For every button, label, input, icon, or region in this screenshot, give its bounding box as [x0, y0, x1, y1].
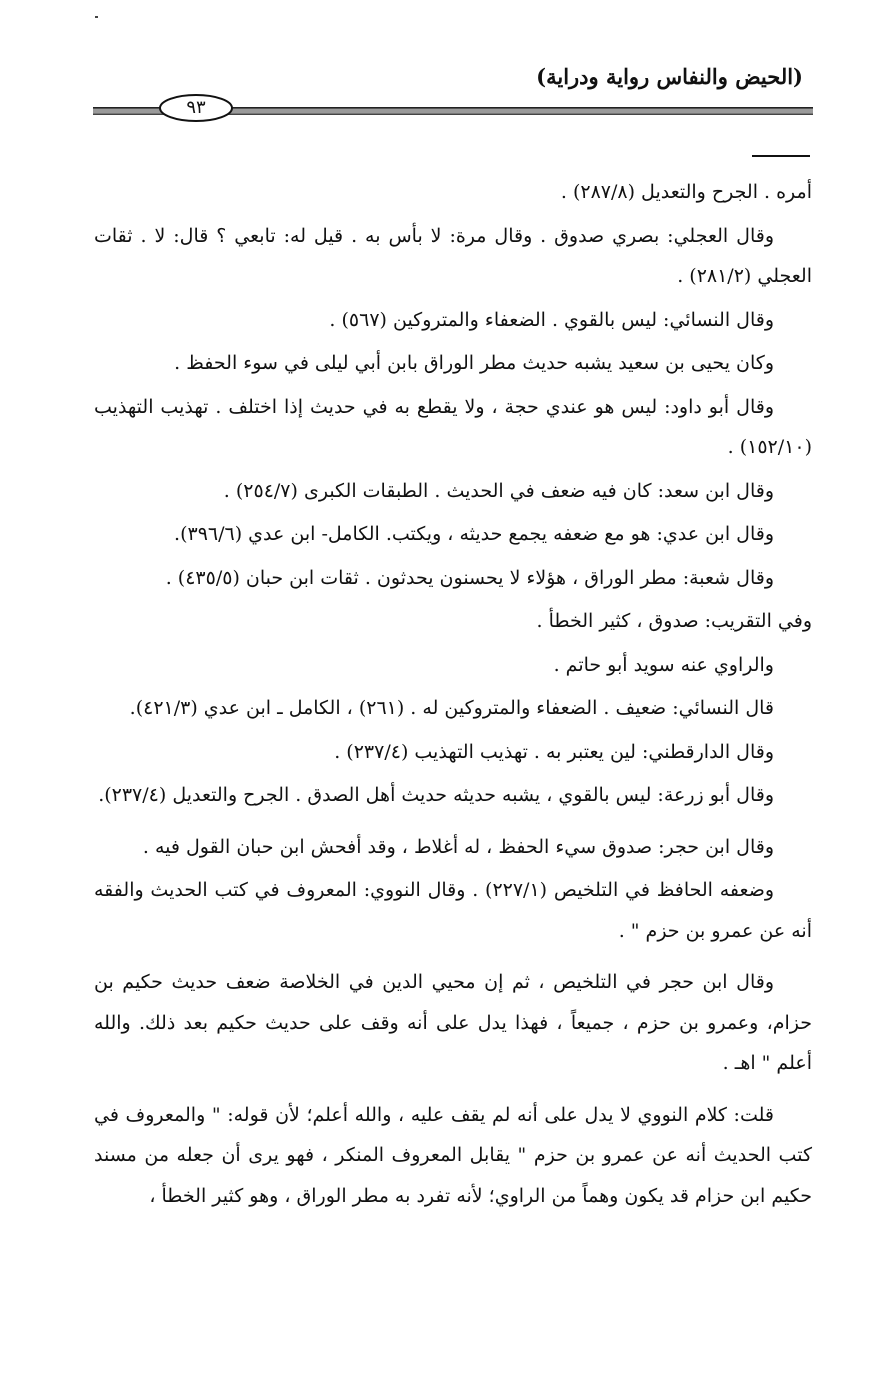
paragraph: وقال الدارقطني: لين يعتبر به . تهذيب التهذيب (٢٣٧/٤) . — [334, 740, 774, 763]
paragraph: والراوي عنه سويد أبو حاتم . — [553, 653, 774, 676]
paragraph: وقال أبو زرعة: ليس بالقوي ، يشبه حديثه حديث أهل الصدق . الجرح والتعديل (٢٣٧/٤). — [98, 784, 774, 806]
paragraph: أمره . الجرح والتعديل (٢٨٧/٨) . — [560, 181, 812, 203]
stray-mark — [95, 16, 98, 18]
page-number-badge — [158, 93, 234, 123]
footnote-rule — [752, 155, 810, 157]
paragraph: وقال شعبة: مطر الوراق ، هؤلاء لا يحسنون يحدثون . ثقات ابن حبان (٤٣٥/٥) . — [165, 566, 774, 589]
body-text — [94, 172, 812, 1219]
paragraph: قلت: كلام النووي لا يدل على أنه لم يقف عليه ، والله أعلم؛ لأن قوله: " والمعروف في كتب الحديث أنه عن عمرو بن حزم " يقابل المعروف المنكر ، فهو يرى أن جعله من مسند حكيم ابن حزام قد يكون وهماً من الراوي؛ لأنه تفرد به مطر الوراق ، وهو كثير الخطأ ، — [94, 1103, 812, 1207]
paragraph: وضعفه الحافظ في التلخيص (٢٢٧/١) . وقال النووي: المعروف في كتب الحديث والفقه أنه عن عمرو بن حزم " . — [94, 879, 812, 942]
paragraph: وقال العجلي: بصري صدوق . وقال مرة: لا بأس به . قيل له: تابعي ؟ قال: لا . ثقات العجلي (٢٨١/٢) . — [94, 224, 812, 287]
paragraph: قال النسائي: ضعيف . الضعفاء والمتروكين له . (٢٦١) ، الكامل ـ ابن عدي (٤٢١/٣). — [129, 697, 774, 719]
paragraph: وقال النسائي: ليس بالقوي . الضعفاء والمتروكين (٥٦٧) . — [329, 308, 774, 331]
paragraph: وفي التقريب: صدوق ، كثير الخطأ . — [536, 610, 812, 632]
paragraph: وقال ابن حجر في التلخيص ، ثم إن محيي الدين في الخلاصة ضعف حديث حكيم بن حزام، وعمرو بن حزم ، جميعاً ، فهذا يدل على أنه وقف على حديث حكيم بعد ذلك. والله أعلم " اهـ . — [94, 971, 812, 1074]
paragraph: وقال ابن سعد: كان فيه ضعف في الحديث . الطبقات الكبرى (٢٥٤/٧) . — [223, 479, 774, 502]
page-number: ٩٣ — [186, 97, 206, 118]
running-title: (الحيض والنفاس رواية ودراية) — [536, 64, 803, 89]
paragraph: وقال ابن حجر: صدوق سيء الحفظ ، له أغلاط ، وقد أفحش ابن حبان القول فيه . — [142, 835, 774, 858]
paragraph: وقال أبو داود: ليس هو عندي حجة ، ولا يقطع به في حديث إذا اختلف . تهذيب التهذيب (١٥٢/١٠) . — [94, 395, 812, 458]
paragraph: وقال ابن عدي: هو مع ضعفه يجمع حديثه ، ويكتب. الكامل- ابن عدي (٣٩٦/٦). — [174, 523, 774, 545]
paragraph: وكان يحيى بن سعيد يشبه حديث مطر الوراق بابن أبي ليلى في سوء الحفظ . — [174, 352, 774, 374]
